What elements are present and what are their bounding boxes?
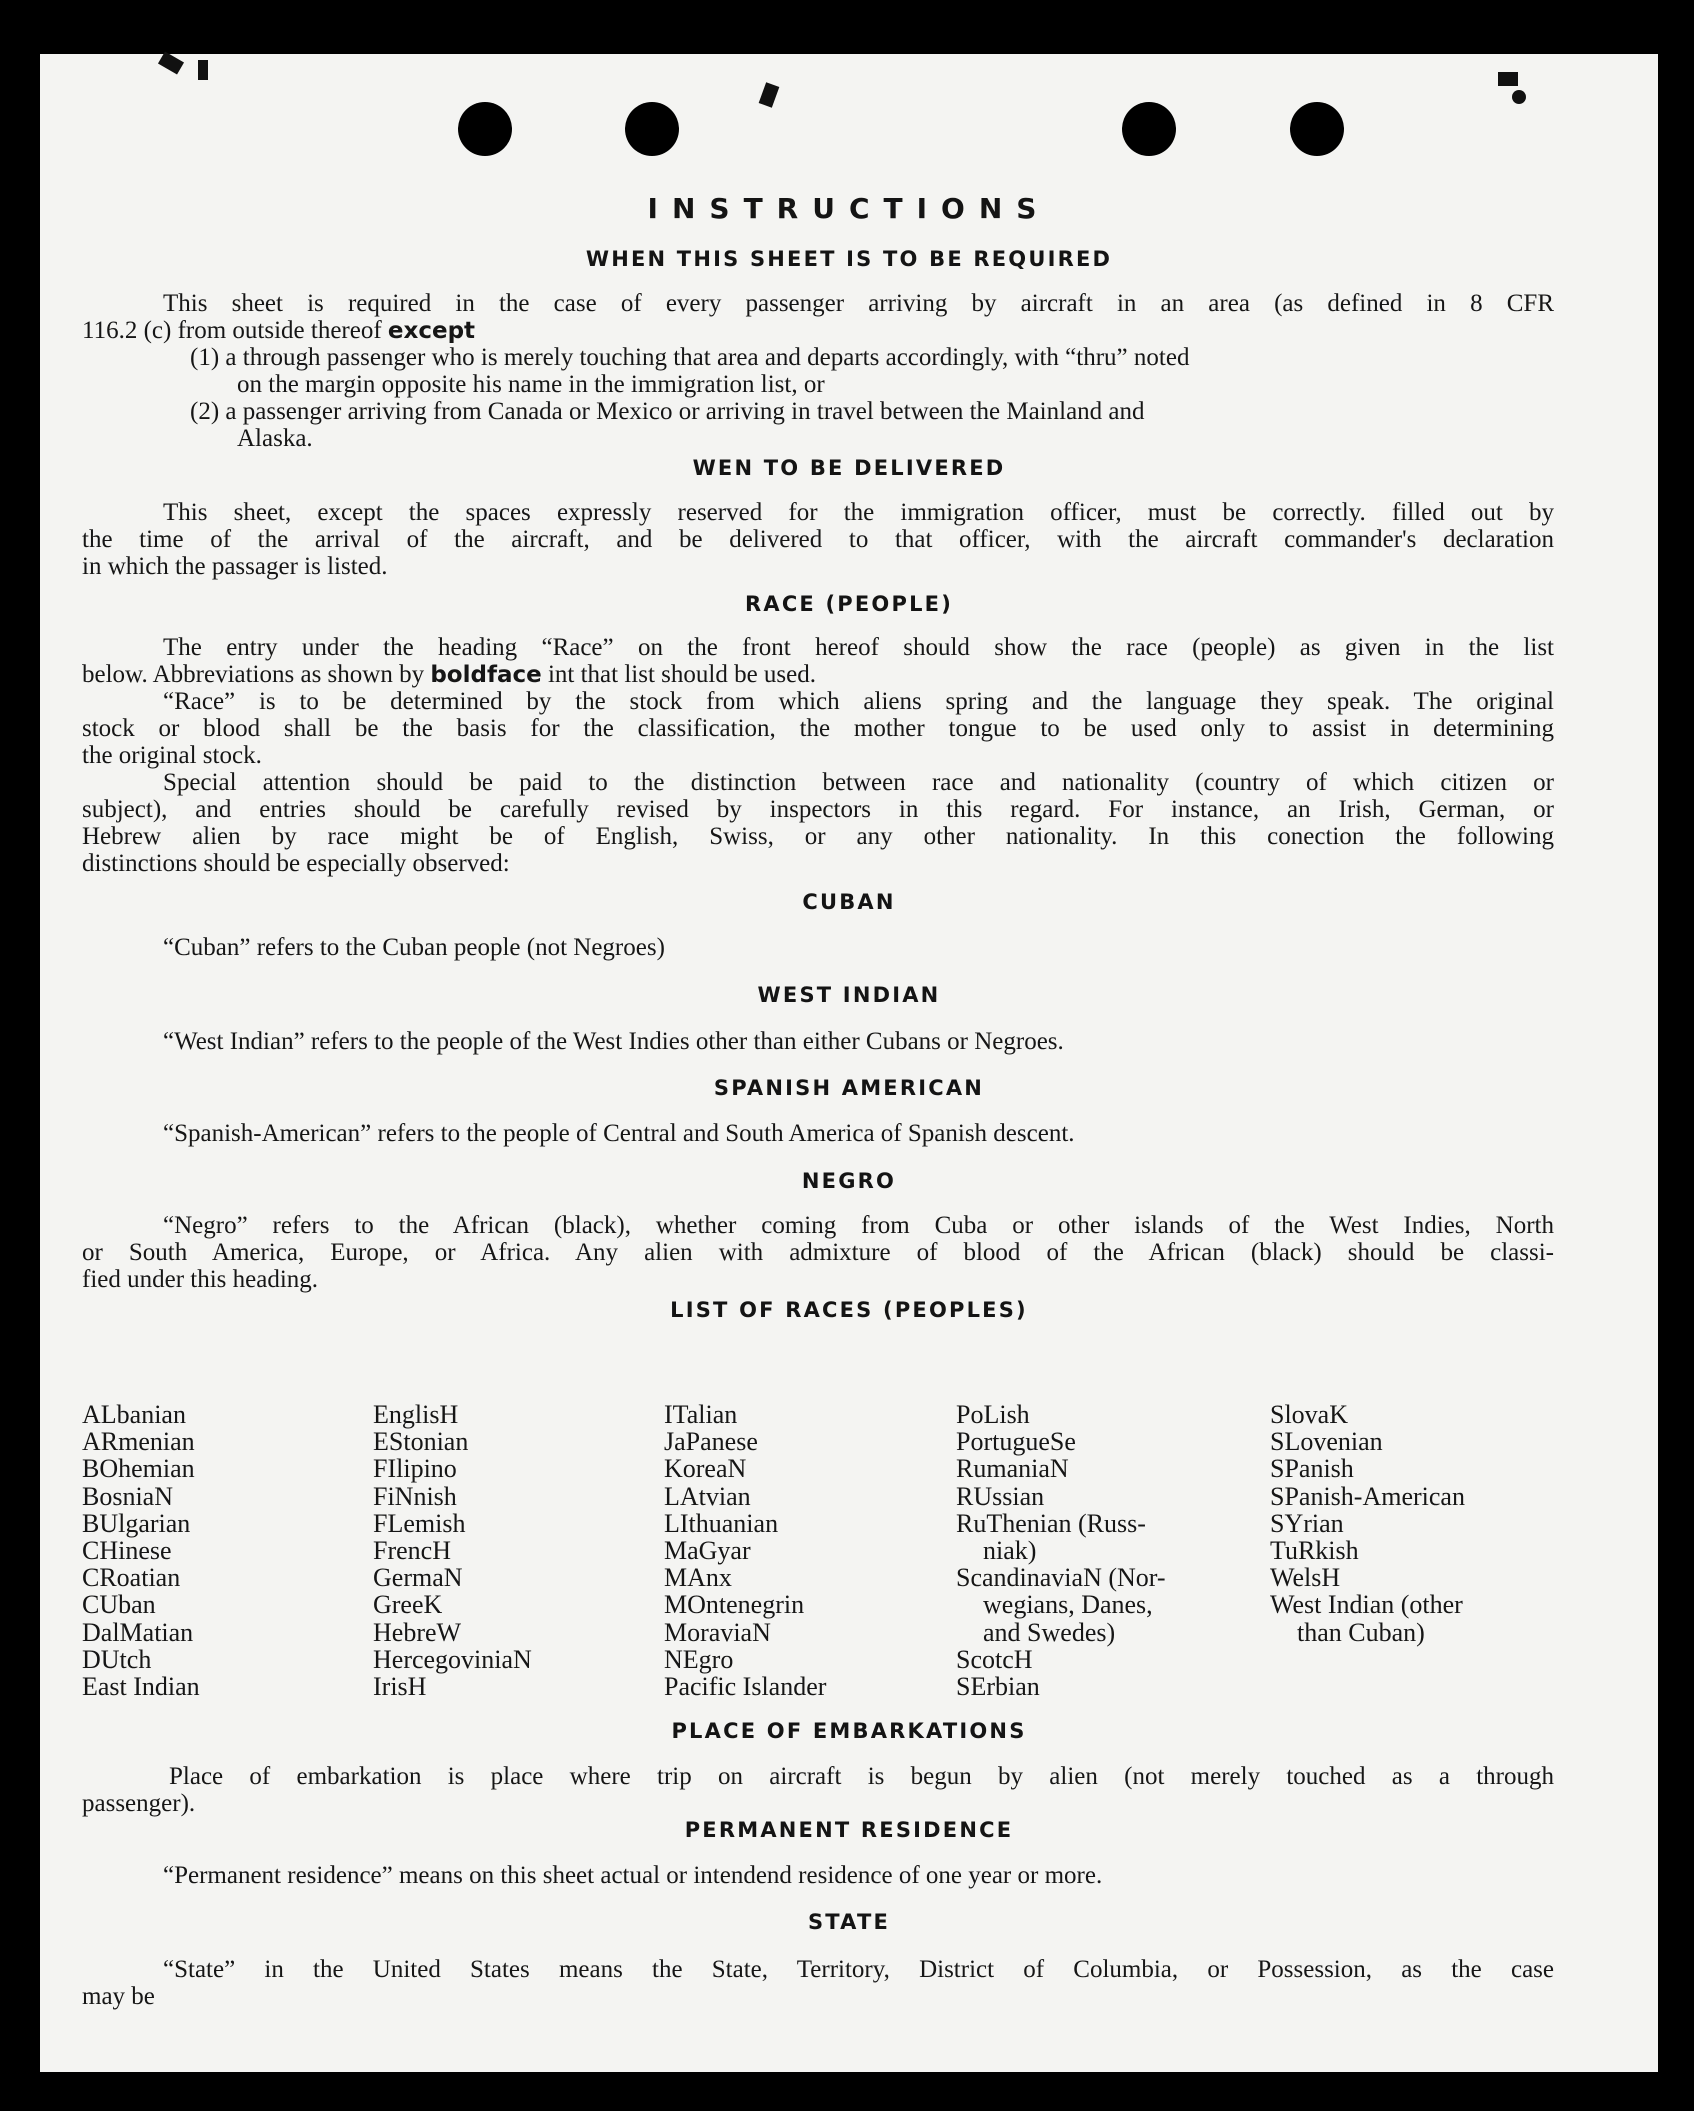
ink-speck	[1512, 90, 1526, 104]
text-line: Place of embarkation is place where trip on aircraft is begun by alien (not merely touched as a through	[169, 1763, 1554, 1790]
race-item: KoreaN	[664, 1454, 747, 1484]
section-heading-delivered: WEN TO BE DELIVERED	[692, 456, 1006, 480]
punch-hole	[1122, 102, 1176, 156]
race-item: EnglisH	[373, 1400, 459, 1429]
race-list-column-3	[664, 1401, 826, 1700]
race-item: BUlgarian	[82, 1508, 191, 1538]
bold-word-boldface: boldface	[430, 662, 542, 688]
race-list-column-2	[373, 1401, 532, 1700]
race-item: TuRkish	[1270, 1536, 1359, 1566]
race-item: NEgro	[664, 1644, 734, 1674]
list-item-2-cont: Alaska.	[237, 425, 313, 452]
race-item: FIlipino	[373, 1454, 457, 1484]
race-item: SErbian	[956, 1672, 1040, 1702]
text-line: “Spanish-American” refers to the people of Central and South America of Spanish descent.	[163, 1120, 1075, 1147]
race-item: FiNnish	[373, 1481, 457, 1511]
race-item: SLovenian	[1270, 1427, 1383, 1457]
race-item: PortugueSe	[956, 1427, 1076, 1457]
race-list-column-5	[1270, 1401, 1465, 1646]
race-item: EStonian	[373, 1427, 469, 1457]
race-item: CUban	[82, 1590, 156, 1620]
race-item: SlovaK	[1270, 1400, 1348, 1429]
text-span: 116.2 (c) from outside thereof	[82, 317, 382, 344]
race-item: HercegoviniaN	[373, 1644, 532, 1674]
section-heading-west-indian: WEST INDIAN	[757, 983, 941, 1007]
text-line: distinctions should be especially observed:	[82, 850, 510, 877]
text-line: may be	[82, 1983, 155, 2010]
race-item: DUtch	[82, 1644, 152, 1674]
punch-hole	[458, 102, 512, 156]
race-item: West Indian (other	[1270, 1590, 1463, 1620]
race-item: ARmenian	[82, 1427, 195, 1457]
section-heading-negro: NEGRO	[801, 1169, 897, 1193]
list-item-1: (1) a through passenger who is merely touching that area and departs accordingly, with “thru” noted	[190, 344, 1190, 371]
race-list-column-4	[956, 1401, 1166, 1700]
race-item: FLemish	[373, 1508, 466, 1538]
text-line: This sheet, except the spaces expressly reserved for the immigration officer, must be correctly. filled out by	[163, 499, 1554, 526]
text-line	[82, 317, 1554, 345]
page-title: INSTRUCTIONS	[647, 192, 1051, 225]
text-span: below. Abbreviations as shown by	[82, 661, 425, 688]
race-item: RumaniaN	[956, 1454, 1069, 1484]
section-heading-list-of-races: LIST OF RACES (PEOPLES)	[670, 1298, 1028, 1322]
text-line: the time of the arrival of the aircraft, and be delivered to that officer, with the aircraft commander's declaration	[82, 526, 1554, 553]
race-item: PoLish	[956, 1400, 1030, 1429]
ink-speck	[1498, 72, 1518, 86]
text-line: stock or blood shall be the basis for the classification, the mother tongue to be used only to assist in determining	[82, 715, 1554, 742]
text-line: subject), and entries should be carefully revised by inspectors in this regard. For instance, an Irish, German, or	[82, 796, 1554, 823]
text-line: “Negro” refers to the African (black), whether coming from Cuba or other islands of the West Indies, North	[163, 1212, 1554, 1239]
race-item: and Swedes)	[983, 1617, 1116, 1647]
text-line: “Permanent residence” means on this sheet actual or intendend residence of one year or more.	[163, 1862, 1103, 1889]
race-item: Pacific Islander	[664, 1672, 827, 1702]
punch-hole	[1290, 102, 1344, 156]
text-line: passenger).	[82, 1790, 196, 1817]
text-line: in which the passager is listed.	[82, 553, 388, 580]
race-item: DalMatian	[82, 1617, 194, 1647]
section-heading-embarkation: PLACE OF EMBARKATIONS	[671, 1719, 1027, 1743]
ink-speck	[759, 82, 780, 107]
list-item-2: (2) a passenger arriving from Canada or Mexico or arriving in travel between the Mainland and	[190, 398, 1145, 425]
text-line: “Race” is to be determined by the stock from which aliens spring and the language they speak. The original	[163, 688, 1554, 715]
race-item: LIthuanian	[664, 1508, 779, 1538]
race-item: RuThenian (Russ-	[956, 1508, 1146, 1538]
race-item: SYrian	[1270, 1508, 1344, 1538]
race-item: SPanish-American	[1270, 1481, 1465, 1511]
race-item: SPanish	[1270, 1454, 1354, 1484]
race-item: ScandinaviaN (Nor-	[956, 1563, 1166, 1593]
race-item: RUssian	[956, 1481, 1045, 1511]
text-line: the original stock.	[82, 742, 262, 769]
race-item: ALbanian	[82, 1400, 186, 1429]
race-item: GreeK	[373, 1590, 443, 1620]
list-item-1-cont: on the margin opposite his name in the immigration list, or	[237, 371, 825, 398]
race-item: IrisH	[373, 1672, 427, 1702]
section-heading-state: STATE	[807, 1910, 891, 1934]
race-item: LAtvian	[664, 1481, 751, 1511]
race-item: FrencH	[373, 1536, 451, 1566]
race-item: ScotcH	[956, 1644, 1033, 1674]
race-item: CRoatian	[82, 1563, 181, 1593]
text-line: Special attention should be paid to the distinction between race and nationality (country of which citizen or	[163, 769, 1554, 796]
text-line: Hebrew alien by race might be of English, Swiss, or any other nationality. In this conection the following	[82, 823, 1554, 850]
race-item: BosniaN	[82, 1481, 173, 1511]
text-line: “Cuban” refers to the Cuban people (not Negroes)	[163, 934, 665, 961]
race-item: GermaN	[373, 1563, 463, 1593]
punch-hole	[625, 102, 679, 156]
race-item: MoraviaN	[664, 1617, 771, 1647]
race-item: ITalian	[664, 1400, 738, 1429]
race-list-column-1	[82, 1401, 200, 1700]
section-heading-residence: PERMANENT RESIDENCE	[684, 1818, 1014, 1842]
race-item: East Indian	[82, 1672, 200, 1702]
race-item: JaPanese	[664, 1427, 758, 1457]
text-line: “West Indian” refers to the people of the West Indies other than either Cubans or Negroes.	[163, 1028, 1064, 1055]
section-heading-required: WHEN THIS SHEET IS TO BE REQUIRED	[585, 247, 1113, 271]
race-item: MOntenegrin	[664, 1590, 805, 1620]
ink-speck	[158, 51, 184, 74]
section-heading-cuban: CUBAN	[802, 890, 896, 914]
race-item: MaGyar	[664, 1536, 751, 1566]
text-line: or South America, Europe, or Africa. Any alien with admixture of blood of the African (black) should be classi-	[82, 1239, 1554, 1266]
text-line: “State” in the United States means the State, Territory, District of Columbia, or Possession, as the case	[163, 1956, 1554, 1983]
bold-word-except: except	[387, 318, 476, 344]
race-item: wegians, Danes,	[983, 1590, 1153, 1620]
document-page	[40, 54, 1658, 2072]
race-item: WelsH	[1270, 1563, 1341, 1593]
text-line: fied under this heading.	[82, 1266, 319, 1293]
ink-speck	[198, 60, 208, 80]
race-item: niak)	[983, 1536, 1037, 1566]
race-item: CHinese	[82, 1536, 172, 1566]
race-item: than Cuban)	[1297, 1617, 1425, 1647]
race-item: BOhemian	[82, 1454, 195, 1484]
text-span: int that list should be used.	[547, 661, 817, 688]
race-item: HebreW	[373, 1617, 462, 1647]
section-heading-spanish-american: SPANISH AMERICAN	[713, 1076, 985, 1100]
race-item: MAnx	[664, 1563, 732, 1593]
section-heading-race: RACE (PEOPLE)	[745, 592, 953, 616]
text-line: This sheet is required in the case of every passenger arriving by aircraft in an area (as defined in 8 CFR	[163, 290, 1554, 317]
text-line	[82, 661, 1554, 689]
text-line: The entry under the heading “Race” on the front hereof should show the race (people) as given in the list	[163, 634, 1554, 661]
